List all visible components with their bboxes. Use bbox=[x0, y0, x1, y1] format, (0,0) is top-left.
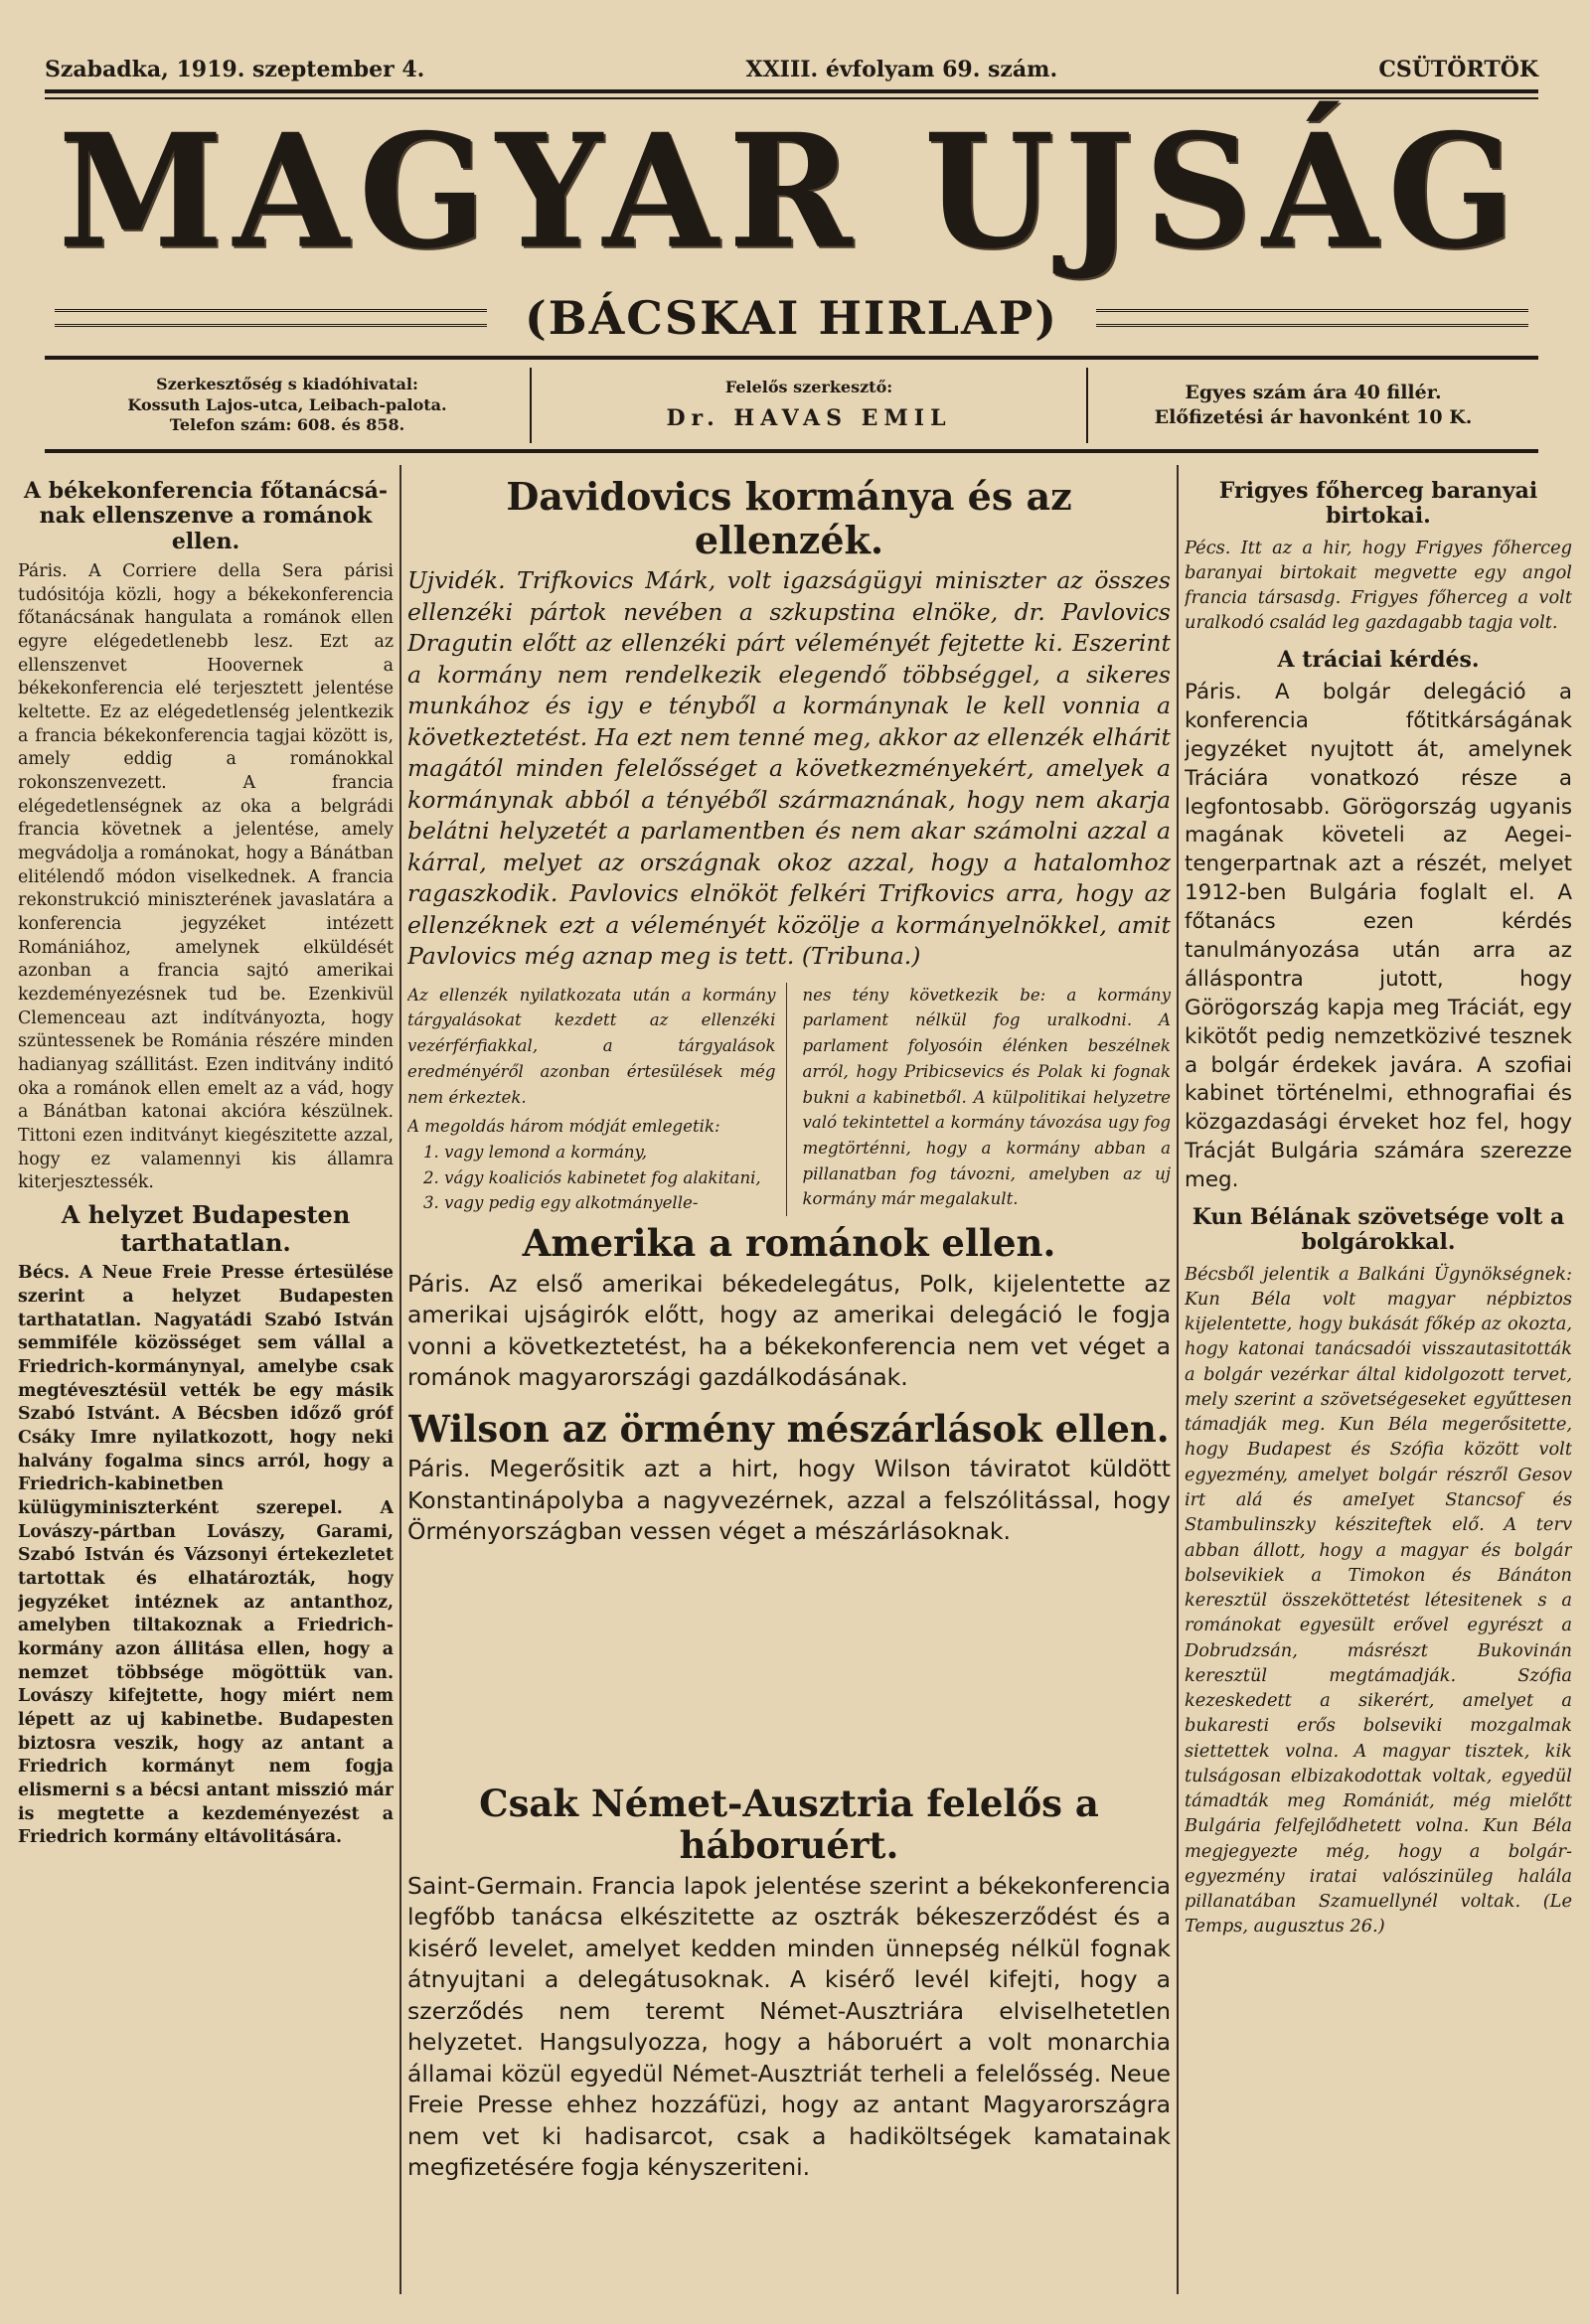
article-nemet-ausztria bbox=[407, 1782, 1171, 2184]
office-line2: Kossuth Lajos-utca, Leibach-palota. bbox=[127, 394, 447, 414]
column-center bbox=[407, 475, 1171, 2294]
editor-label: Felelős szerkesztő: bbox=[724, 378, 893, 397]
top-rule bbox=[45, 89, 1538, 93]
blank-space bbox=[407, 1548, 1171, 1777]
ornament-right bbox=[1096, 309, 1528, 327]
option-item: 2. vágy koaliciós kabinetet fog alakitani, bbox=[423, 1167, 761, 1187]
option-item: 1. vagy lemond a kormány, bbox=[423, 1142, 647, 1162]
article-wilson bbox=[407, 1408, 1171, 1548]
article-body: Páris. A Corriere della Sera párisi tudósitója közli, hogy a békekonferencia főtanácsának hangulata a románok ellen egyre elégedetlenebb lesz. Ezt az ellenszenvet Hoovernek a békekonferencia elé terjesztett jelentése keltette. Ez az elégedetlenség jelentkezik a francia békekonferencia tagjai között is, amely eddig a románokkal rokonszenvezett. A francia elégedetlenségnek az oka a belgrádi francia követnek a jelentése, amely megvádolja a románokat, hogy a Bánátban elitélendő módon viselkednek. A francia rekonstrukció miniszterének javaslatára a konferencia jegyzéket intézett Romániához, amelynek elküldését azonban a francia sajtó amerikai kezdeményezésnek tud be. Ezenkivül Clemenceau azt indítványozta, hogy szüntessenek be Románia részére minden hadianyag szállitást. Ezen inditvány inditó oka a románok ellen emelt az a vád, hogy a Bánátban katonai akcióra készülnek. Tittoni ezen inditványt kiegészitette azzal, hogy ez valamennyi kis államra kiterjesztessék. bbox=[18, 560, 394, 1193]
article-body: Páris. Megerősitik azt a hirt, hogy Wilson táviratot küldött Konstantinápolyba a nagyvezérnek, azzal a felszólitással, hogy Örményországban vessen véget a mészárlásoknak. bbox=[407, 1455, 1171, 1546]
price-line2: Előfizetési ár havonként 10 K. bbox=[1154, 406, 1473, 428]
column-divider-1 bbox=[399, 465, 401, 2294]
column-right bbox=[1185, 475, 1572, 2294]
dateline: Szabadka, 1919. szeptember 4. bbox=[45, 57, 425, 82]
info-bar bbox=[45, 368, 1538, 443]
editor-info bbox=[532, 368, 1088, 443]
newspaper-subtitle: (BÁCSKAI HIRLAP) bbox=[524, 291, 1059, 345]
article-romanok-ellenszenv bbox=[18, 479, 394, 1195]
option-item: 3. vagy pedig egy alkotmányelle- bbox=[423, 1193, 699, 1213]
article-title: A tráciai kérdés. bbox=[1277, 646, 1480, 673]
article-title: Davidovics kormánya és az ellenzék. bbox=[506, 475, 1072, 562]
newspaper-title: MAGYAR UJSÁG bbox=[58, 99, 1525, 284]
column-divider-2 bbox=[1177, 465, 1179, 2294]
article-body: Bécs. A Neue Freie Presse értesülése szerint a helyzet Budapesten tarthatatlan. Nagyatádi Szabó István semmiféle közösséget sem vállal a Friedrich-kormánynyal, amelybe csak megtévesztésül vették be egy másik Szabó Istvánt. A Bécsben időző gróf Csáky Imre nyilatkozott, hogy neki halvány fogalma sincs arról, hogy a Friedrich-kabinetben külügyminiszterként szerepel. A Lovászy-pártban Lovászy, Garami, Szabó István és Vázsonyi értekezletet tartottak és elhatározták, hogy jegyzéket intéznek az antanthoz, amelyben tiltakoznak a Friedrich-kormány azon állitása ellen, hogy a nemzet többsége mögöttük van. Lovászy kifejtette, hogy miért nem lépett az uj kabinetbe. Budapesten biztosra veszik, hogy az antant a Friedrich kormányt nem fogja elismerni s a bécsi antant misszió már is megtette a kezdeményezést a Friedrich kormány eltávolitására. bbox=[18, 1263, 394, 1848]
article-budapest-helyzet bbox=[18, 1201, 394, 1850]
office-line1: Szerkesztőség s kiadóhivatal: bbox=[156, 374, 418, 393]
article-tracia bbox=[1185, 648, 1572, 1195]
office-line3: Telefon szám: 608. és 858. bbox=[169, 415, 405, 435]
masthead-rule bbox=[45, 356, 1538, 360]
article-body: Pécs. Itt az a hir, hogy Frigyes főherceg baranyai birtokait megvette egy angol francia társasdg. Frigyes főherceg a volt uralkodó család leg gazdagabb tagja volt. bbox=[1185, 537, 1572, 634]
info-rule bbox=[45, 449, 1538, 453]
article-body: Saint-Germain. Francia lapok jelentése szerint a békekonferencia legfőbb tanácsa elkészitette az osztrák békeszerződést és a kisérő levelet, amelyet kedden minden ünnepség nélkül fognak átnyujtani a delegátusoknak. A kisérő levél kifejti, hogy a szerződés nem teremt Német-Ausztriára elviselhetetlen helyzetet. Hangsulyozza, hogy a háboruért a volt monarchia államai közül egyedül Német-Ausztriát terheli a felelősség. Neue Freie Presse ehhez hozzáfüzi, hogy az antant Magyarországra nem vet ki hadisarcot, csak a hadiköltségek kamatainak megfizetésére fogja kényszeriteni. bbox=[407, 1871, 1171, 2182]
article-title: A helyzet Budapesten tarthatatlan. bbox=[61, 1200, 351, 1257]
article-subcolumns bbox=[407, 983, 1171, 1216]
article-body: Bécsből jelentik a Balkáni Ügynökségnek: Kun Béla volt magyar népbiztos kijelentette, hogy bukását főkép az okozta, hogy katonai tanácsadói visszautasitották a bolgár vezérkar által kidolgozott tervet, mely szerint a szövetségeseket egyűttesen támadják meg. Kun Béla megerősitette, hogy Budapest és Szófia között volt egyezmény, amelyet bolgár részről Gesov irt alá és ameIyet Stancsof és Stambulinszky késziteftek elő. A terv abban állott, hogy a magyar és bolgár bolsevikiek a Timokon és Bánáton keresztül összeköttetést létesitenek s a románokat egyesült erővel egyrészt a Dobrudzsán, másrészt Bukovinán keresztül megtámadják. Szófia kezeskedett a sikerért, amelyet a bukaresti erős bolseviki mozgalmak siettettek volna. A magyar tisztek, kik tulságosan elbizakodottak voltak, egyedül támadták meg Romániát, még mielőtt Bulgária felfejlődhetett volna. Kun Béla megjegyezte még, hogy a bolgár-egyezmény iratai valószinüleg halála pillanatában Szamuellynél voltak. (Le Temps, augusztus 26.) bbox=[1185, 1263, 1572, 1937]
article-body: Páris. A bolgár delegáció a konferencia főtitkárságának jegyzéket nyujtott át, amelynek Tráciára vonatkozó része a legfontosabb. Görögország ugyanis magának követeli az Aegei-tengerpartnak azt a részét, melyet 1912-ben Bulgária foglalt el. A főtanács ezen kérdés tanulmányozása után arra az álláspontra jutott, hogy Görögország kapja meg Tráciát, egy kikötőt pedig nemzetközivé tesznek a bolgár érdekek javára. A szofiai kabinet történelmi, ethnografiai és közgazdasági érveket hoz fel, hogy Trácját Bulgária számára szerezze meg. bbox=[1185, 679, 1572, 1193]
masthead bbox=[45, 99, 1538, 284]
volume-number: XXIII. évfolyam 69. szám. bbox=[745, 57, 1058, 82]
subcolumn-left bbox=[407, 983, 787, 1216]
article-title: Kun Bélának szövetsége volt a bolgárokkal. bbox=[1192, 1203, 1565, 1256]
article-amerika bbox=[407, 1222, 1171, 1393]
subcolumn-lead: A megoldás három módját emlegetik: bbox=[407, 1117, 720, 1137]
subcolumn-right bbox=[803, 983, 1172, 1216]
subtitle-row bbox=[45, 288, 1538, 348]
ornament-left bbox=[55, 309, 487, 327]
article-davidovics bbox=[407, 475, 1171, 1216]
article-body: Ujvidék. Trifkovics Márk, volt igazságügyi miniszter az összes ellenzéki pártok nevében a szkupstina elnöke, dr. Pavlovics Dragutin előtt az ellenzéki párt véleményét fejtette ki. Eszerint a kormány nem rendelkezik elegendő többséggel, a sikeres munkához és igy e tényből a kormánynak le kell vonnia a következtetést. Ha ezt nem tenné meg, akkor az ellenzék elhárit magától minden felelősséget a következményekért, amelyek a kormánynak abból a tényéből származnának, hogy nem akarja belátni helyzetét a parlamentben és nem akar számolni azzal a kárral, melyet az országnak okoz azzal, hogy a hatalomhoz ragaszkodik. Pavlovics elnököt felkéri Trifkovics arra, hogy az ellenzéknek ezt a véleményét közölje a kormányelnökkel, amit Pavlovics még aznap meg is tett. (Tribuna.) bbox=[407, 566, 1171, 971]
editor-name: Dr. HAVAS EMIL bbox=[666, 405, 952, 432]
subcolumn-text: nes tény következik be: a kormány parlament nélkül fog uralkodni. A parlament folyosóin élénken beszélnek arról, hogy Pribicsevics és Polak ki fognak bukni a kabinetből. A külpolitikai helyzetre való tekintettel a kormány távozása ugy fog megtörténni, hogy a kormány abban a pillanatban fog távozni, amelyben az uj kormány már megalakult. bbox=[802, 985, 1171, 1209]
column-left bbox=[18, 475, 394, 2294]
article-kun-bela bbox=[1185, 1205, 1572, 1939]
article-title: Csak Német-Ausztria felelős a háboruért. bbox=[479, 1781, 1099, 1868]
article-title: Frigyes főherceg baranyai birtokai. bbox=[1218, 478, 1538, 530]
article-body: Páris. Az első amerikai békedelegátus, Polk, kijelentette az amerikai ujságirók előtt, hogy az amerikai delegáció le fogja vonni a következtetést, ha a békekonferencia nem vet véget a románok magyarországi gazdálkodásának. bbox=[407, 1269, 1171, 1392]
article-title: Wilson az örmény mészárlások ellen. bbox=[408, 1406, 1170, 1451]
weekday: CSÜTÖRTÖK bbox=[1378, 57, 1538, 82]
price-line1: Egyes szám ára 40 fillér. bbox=[1185, 382, 1442, 404]
top-line bbox=[45, 52, 1538, 87]
subcolumn-intro: Az ellenzék nyilatkozata után a kormány tárgyalásokat kezdett az ellenzéki vezérférfiakkal, a tárgyalások eredményéről azonban értesülések még nem érkeztek. bbox=[407, 985, 776, 1107]
price-info bbox=[1088, 368, 1538, 443]
article-title: Amerika a románok ellen. bbox=[522, 1221, 1056, 1266]
article-title: A békekonferencia főtanácsá-nak ellenszenve a románok ellen. bbox=[24, 478, 388, 554]
office-info bbox=[45, 368, 532, 443]
article-frigyes bbox=[1185, 479, 1572, 636]
